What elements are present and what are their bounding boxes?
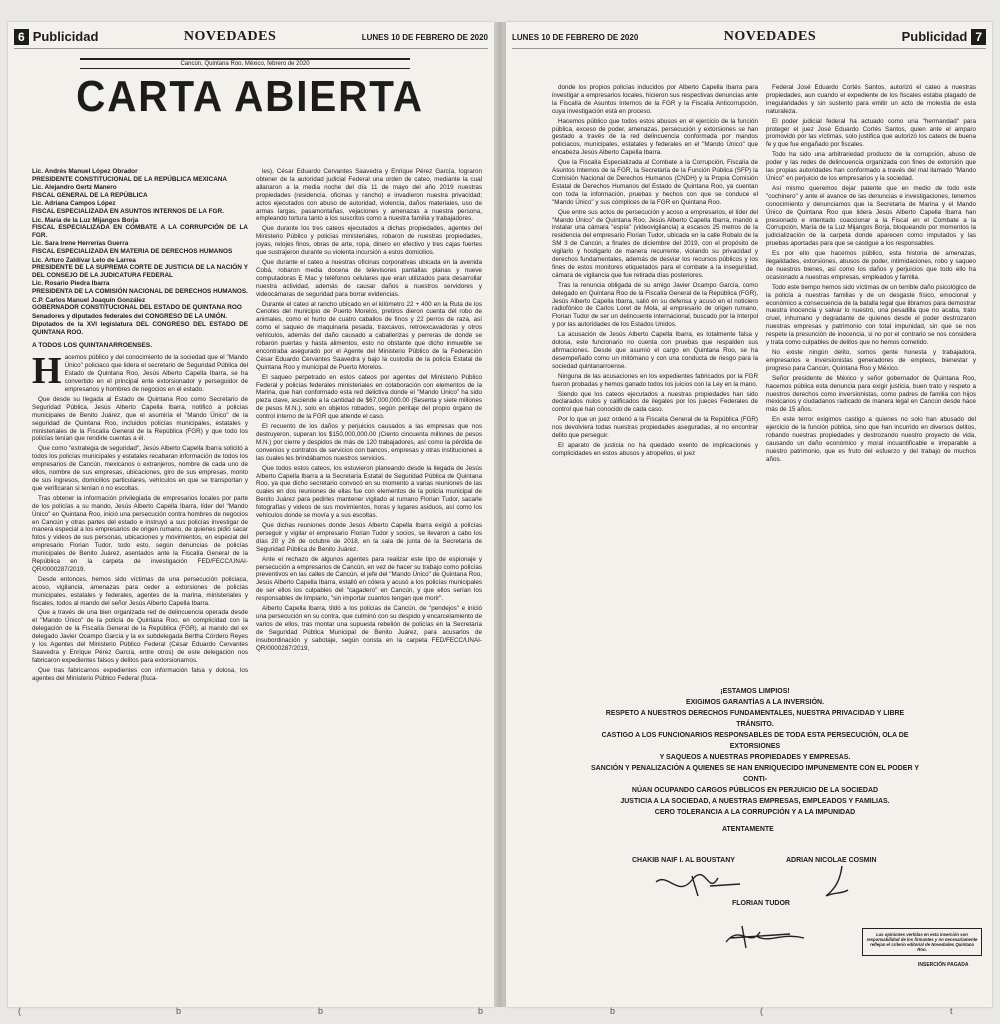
body-paragraph: Todo ha sido una arbitrariedad producto de la corrupción, abuso de poder y las redes de delincuencia organizada con fines de extorsión que las propias autoridades han conformado a través del mal llamado "Mando Único" en perjuicio de los empresarios y la sociedad. xyxy=(766,151,976,182)
body-paragraph: Ninguna de las acusaciones en los expedientes fabricados por la FGR fueron probadas y hemos ganado todos los juicios con la Ley en la mano. xyxy=(552,372,758,388)
edge-mark: b xyxy=(478,1006,484,1016)
body-paragraph: El aparato de justicia no ha quedado exento de implicaciones y complicidades en estos abusos y atropellos, el juez xyxy=(552,441,758,457)
body-paragraph: Que a través de una bien organizada red de delincuencia operada desde el "Mando Único" de la policía de Quintana Roo, en complicidad con la delegación de la Fiscalía General de la República (FGR), al mando del ex delegado Javier Ocampo García y la ex subdelegada Bertha Córdero Reyes y los Agentes del Ministerio Público Federal (César Eduardo Cervantes Saavedra y Enrique Pérez García, entre otros) de este delegación nos fabricaron expedientes falsos y delitos para extorsionarnos. xyxy=(32,609,248,664)
addressee-item xyxy=(32,280,248,295)
addressee-item xyxy=(32,200,248,215)
newspaper-brand: NOVEDADES xyxy=(723,29,817,44)
column-1-body xyxy=(32,350,248,682)
body-paragraph: Tras la renuncia obligada de su amigo Javier Ocampo García, como delegado en Quintana Roo de la Fiscalía General de la República (FGR), Jesús Alberto Capella Ibarra, salió en su defensa y acusó en el noticiero radiofónico de Carlos Loret de Mola, al empresario de origen rumano, Florian Tudor de ser un delincuente internacional, buscado por la Interpol y por las autoridades de los Estados Unidos. xyxy=(552,281,758,329)
closing-line: SANCIÓN Y PENALIZACIÓN A QUIENES SE HAN ENRIQUECIDO IMPUNEMENTE CON EL PODER Y CONTI- xyxy=(590,765,919,783)
addressee-office: FISCAL ESPECIALIZADA EN MATERIA DE DERECHOS HUMANOS xyxy=(32,247,233,255)
body-paragraph: Que tras fabricarnos expedientes con información falsa y dolosa, los agentes del Ministerio Público Federal (fisca- xyxy=(32,666,248,682)
addressee-name: C.P. Carlos Manuel Joaquín González xyxy=(32,296,146,304)
addressee-office: FISCAL ESPECIALIZADA EN COMBATE A LA CORRUPCIÓN DE LA FGR. xyxy=(32,224,248,239)
addressee-item xyxy=(32,184,248,199)
closing-line: CERO TOLERANCIA A LA CORRUPCIÓN Y A LA IMPUNIDAD xyxy=(654,809,856,816)
addressee-name: Lic. Andrés Manuel López Obrador xyxy=(32,168,138,175)
addressee-name: Lic. Rosario Piedra Ibarra xyxy=(32,280,110,288)
closing-line: RESPETO A NUESTROS DERECHOS FUNDAMENTALES, NUESTRA PRIVACIDAD Y LIBRE TRÁNSITO. xyxy=(605,710,905,728)
addressee-item xyxy=(32,240,248,255)
body-paragraph: No existe ningún delito, somos gente honesta y trabajadora, empresarios e inversionistas generadores de empleos, bienestar y progreso para Cancún, Quintana Roo y México. xyxy=(766,349,976,372)
edge-mark: ( xyxy=(18,1006,21,1016)
signoff: ATENTAMENTE xyxy=(722,826,774,833)
right-page-header xyxy=(512,26,986,49)
dateline: Cancún, Quintana Roo, México, febrero de 2020 xyxy=(80,58,410,69)
body-paragraph: Desde entonces, hemos sido víctimas de una persecución policiaca, acoso, vigilancia, amenazas para ceder a extorsiones de policías municipales, estatales y federales, agentes de la marina, ministeriales y fiscales, todos al mando del señor Jesús Alberto Capella Ibarra. xyxy=(32,575,248,607)
body-paragraph: El poder judicial federal ha actuado como una "hermandad" para proteger el juez José Eduardo Cortés Santos, quien ante el amparo promovido por las víctimas, solo justifica que autorizó los cateos de buena fe y que fue engañado por fiscales. xyxy=(766,117,976,149)
body-paragraph: Alberto Capella Ibarra, tildó a los policías de Cancún, de "pendejos" e inició una persecución en su contra, que culminó con su despido y encarcelamiento de varios de ellos, tras montar una supuesta rebelión de policías en la Secretaría de Seguridad Pública Municipal de Benito Juárez, para acusarlos de insubordinación y sabotaje, según consta en la carpeta FED/FECC/UNAI-QR/0000287/2019, xyxy=(256,605,482,652)
edge-mark: b xyxy=(318,1006,324,1016)
body-paragraph: Tras obtener la información privilegiada de empresarios locales por parte de los policías a su mando, Jesús Alberto Capella Ibarra, líder del "Mando Único" en Quintana Roo, inició una persecución contra hombres de negocios en Cancún y otras partes del estado e instruyó a sus policías investigar de manera especial a los empresarios de origen rumano, de quienes pidió sacar fotos y videos de sus personas, ubicaciones y movimientos, en especial del empresario Florian Tudor, todo esto, según denuncias de policías municipales de Benito Juárez, asentados ante la Fiscalía General de la República en la carpeta de investigación FED/FECC/UNAI-QR/0000287/2019. xyxy=(32,494,248,573)
closing-demands xyxy=(590,686,920,818)
newspaper-brand: NOVEDADES xyxy=(183,29,277,44)
paid-insertion-label: INSERCIÓN PAGADA xyxy=(918,962,969,968)
body-paragraph: La acusación de Jesús Alberto Capella Ibarra, es totalmente falsa y dolosa, este funcionario no cuenta con pruebas que respalden sus afirmaciones. Desde que asumió el cargo en Quintana Roo, se ha desempeñado como un mitómano y con una conducta de riesgo para la sociedad quintanarroense. xyxy=(552,331,758,370)
body-paragraph: donde los propios policías inducidos por Alberto Capella Ibarra para investigar a empresarios locales, hicieron sus respectivas denuncias ante la Fiscalía de Asuntos Internos de la FGR y la Fiscalía Anticorrupción, cuya investigación está en proceso. xyxy=(552,84,758,115)
column-2 xyxy=(256,168,482,1004)
left-page-header xyxy=(14,26,488,49)
left-header-section-group xyxy=(14,28,98,46)
body-paragraph: Que la Fiscalía Especializada al Combate a la Corrupción, Fiscalía de Asuntos Internos de la FGR, la Secretaría de la Función Pública (SFP) la Comisión Nacional de Derechos Humanos (CNDH) y la Propia Comisión Estatal de Derechos Humanos del Estado de Quintana Roo, ya cuentan con toda la información, pruebas y hechos con que se conduce el "Mando Único" y sus cómplices de la FGR en Quintana Roo. xyxy=(552,159,758,206)
page-number: 6 xyxy=(14,29,29,45)
body-paragraph: Señor presidente de México y señor gobernador de Quintana Roo, hacemos pública esta denuncia para exigir justicia, buen trato y respeto a nuestros derechos como inversionistas, como padres de familia con hijos mexicanos y ciudadanos radicado de manera legal en Cancún desde hace más de 15 años. xyxy=(766,374,976,414)
body-paragraph: Ante el rechazo de algunos agentes para realizar este tipo de espionaje y persecución a empresarios de Cancún, en vez de hacer su trabajo como policías preventivos en las calles de Cancún, el jefe del "Mando Único" de Quintana Roo, Jesús Alberto Capella Ibarra, estalló en cólera y acusó a los policías municipales de ser ellos los culpables del "cagadero" en Cancún, y que ellos serían los responsables de limpiarlo, "sin importar cuantos tengan que morir". xyxy=(256,555,482,603)
signature-2 xyxy=(812,862,862,902)
body-paragraph: Que durante los tres cateos ejecutados a dichas propiedades, agentes del Ministerio Público y policías ministeriales, robaron de nuestras propiedades, joyas, relojes finos, obras de arte, ropa, dinero en efectivo y tres cajas fuertes que sustrajeron durante su violenta incursión a estos domicilios. xyxy=(256,225,482,257)
addressee-item xyxy=(32,217,248,240)
page-number: 7 xyxy=(971,29,986,45)
drop-cap: H xyxy=(32,350,62,393)
column-4 xyxy=(766,84,976,644)
addressee-office: PRESIDENTA DE LA COMISIÓN NACIONAL DE DERECHOS HUMANOS. xyxy=(32,287,248,295)
body-paragraph: Así mismo queremos dejar patente que en medio de todo este "cochinero" y ante el avance de las denuncias e investigaciones, tenemos conocimiento y denunciamos que la Secretaría de Marina y el Mando Único de Quintana Roo que lidera Jesús Alberto Capella Ibarra han presionado e intentado coaccionar a la Fiscal en el Combate a la Corrupción, María de la Luz Mijangos Borja, bloqueando por momentos la judicialización de la carpeta donde aparecen como imputados y las pruebas aportadas para que se castigue a los responsables. xyxy=(766,184,976,248)
column-3 xyxy=(552,84,758,644)
body-paragraph: les), César Eduardo Cervantes Saavedra y Enrique Pérez García, lograron obtener de la autoridad judicial Federal una orden de cateo, mediante la cual allanaron a la media noche del día 11 de mayo del año 2019 nuestras propiedades (residencia, oficinas y rancho) e invadieron nuestra privacidad; actos ejecutados con abuso de autoridad, violencia, daños materiales, uso de armas largas, pasamontañas, vejaciones y amenazas a nuestra persona, empleando tortura tanto a los suscritos como a nuestra familia y trabajadores. xyxy=(256,168,482,223)
signer-name: FLORIAN TUDOR xyxy=(732,900,790,907)
letter-title: CARTA ABIERTA xyxy=(76,72,424,121)
signature-1 xyxy=(648,868,748,904)
addressee-office: PRESIDENTE CONSTITUCIONAL DE LA REPÚBLICA MEXICANA xyxy=(32,175,228,183)
addressee-office: GOBERNADOR CONSTITUCIONAL DEL ESTADO DE QUINTANA ROO xyxy=(32,304,242,312)
closing-line: CASTIGO A LOS FUNCIONARIOS RESPONSABLES DE TODA ESTA PERSECUCIÓN, OLA DE EXTORSIONES xyxy=(601,732,909,750)
body-paragraph: Por lo que un juez ordenó a la Fiscalía General de la República (FGR) nos devolviera todas nuestras propiedades aseguradas, al no encontrar delito que perseguir. xyxy=(552,416,758,440)
column-1 xyxy=(32,168,248,1004)
section-label: Publicidad xyxy=(901,29,968,44)
addressee-item xyxy=(32,257,248,280)
body-paragraph: El saqueo perpetrado en estos cateos por agentes del Ministerio Público Federal y policías federales ministeriales en colaboración con elementos de la Marina, que han conformado esta red delictiva donde el "Mando Único" ha sido pieza clave, asciende a la cantidad de $67,000,000.00 (Sesenta y siete millones de pesos M.N.), solo en objetos robados, según peritaje del propio órgano de control interno de la FGR que atiende el caso. xyxy=(256,373,482,421)
closing-line: ¡ESTAMOS LIMPIOS! xyxy=(720,688,790,695)
addressee-list xyxy=(32,168,248,336)
greeting: A TODOS LOS QUINTANARROENSES. xyxy=(32,342,153,350)
signer-name: CHAKIB NAIF I. AL BOUSTANY xyxy=(632,857,735,864)
signer-name: ADRIAN NICOLAE COSMIN xyxy=(786,857,877,864)
addressee-name: Diputados de la XVI legislatura DEL CONGRESO DEL ESTADO DE QUINTANA ROO. xyxy=(32,321,248,336)
edge-mark: b xyxy=(176,1006,182,1016)
addressee-item xyxy=(32,321,248,336)
addressee-item xyxy=(32,168,248,183)
section-label: Publicidad xyxy=(32,29,99,44)
body-paragraph: Que desde su llegada al Estado de Quintana Roo como Secretario de Seguridad Pública, Jesús Alberto Capella Ibarra, notificó a policías municipales de Benito Juárez, que el asumiría el "Mando Único" de la seguridad de Quintana Roo, incluidos policías municipales, estatales y ministeriales de la Fiscalía General de la República (FGR) y que todo los policías tenían que rendirle cuentas a él. xyxy=(32,395,248,443)
addressee-name: Lic. Alejandro Gertz Manero xyxy=(32,184,117,192)
body-paragraph: Que dichas reuniones donde Jesús Alberto Capella Ibarra exigió a policías perseguir y vigilar el empresario Florian Tudor y socios, se llevaron a cabo los días 20 y 26 de octubre de 2018, en la sala de junta de la Secretaría de Seguridad Pública de Benito Juárez. xyxy=(256,521,482,553)
disclaimer-box: Las opiniones vertidas en esta inserción son responsabilidad de los firmantes y no necesariamente reflejan el criterio editorial de Novedades Quintana Roo. xyxy=(862,928,982,956)
body-paragraph: Que todos estos cateos, los estuvieron planeando desde la llegada de Jesús Alberto Capella Ibarra a la Secretaría Estatal de Seguridad Pública de Quintana Roo, ya que dicho secretario convocó en su momento a varias reuniones de las cuales en dos reuniones de ellas fue con elementos de la policía municipal de Benito Juárez para pedirles mantener vigilado al rumano Florian Tudor, sacarle fotografías y videos de sus movimientos, horas y lugares asiduos, así como los vehículos donde se movía y a sus escoltas. xyxy=(256,464,482,520)
addressee-name: Lic. Adriana Campos López xyxy=(32,200,116,208)
signature-3 xyxy=(720,914,810,954)
addressee-name: Lic. Arturo Zaldívar Lelo de Larrea xyxy=(32,256,136,264)
body-paragraph: Durante el cateo al rancho ubicado en el kilómetro 22 + 400 en la Ruta de los Cenotes del municipio de Puerto Morelos, pretiros dieron cuenta del robo de animales, como el hurto de cuatro caballos de finos y 22 perros de raza, así como el saqueo de maquinaria pesada, traxcavos, retroexcavadoras y otros vehículos, además del daño causado a caballerizas y perreras de donde se robaron puertas y hasta alimentos, esto no obstante que dicho inmueble se encontraba asegurado por el Agente del Ministerio Público de la Federación César Eduardo Cervantes Saavedra y bajo la custodia de la policía Estatal de Quintana Roo y municipal de Puerto Morelos. xyxy=(256,300,482,371)
issue-date: LUNES 10 DE FEBRERO DE 2020 xyxy=(512,32,639,42)
right-header-section-group xyxy=(902,28,986,46)
addressee-name: Lic. Sara Irene Herrerías Guerra xyxy=(32,240,129,248)
body-paragraph: Siendo que los cateos ejecutados a nuestras propiedades han sido declarados nulos y calificados de ilegales por los jueces Federales de control que han conocido de cada caso. xyxy=(552,390,758,414)
addressee-name: Senadores y diputados federales del CONGRESO DE LA UNIÓN. xyxy=(32,312,228,320)
addressee-item xyxy=(32,297,248,312)
body-paragraph: Que durante el cateo a nuestras oficinas corporativas ubicada en la avenida Cobá, robaron media docena de televisores pantallas planas y nueve computadoras E Mac y teléfonos celulares que eran utilizados para desarrollar nuestra actividad, además de causar daños a nuestros servidores y videocámaras de seguridad para borrar evidencias. xyxy=(256,258,482,298)
addressee-item xyxy=(32,313,248,321)
edge-mark: ( xyxy=(760,1006,763,1016)
addressee-office: FISCAL GENERAL DE LA REPÚBLICA xyxy=(32,191,148,199)
body-paragraph: Que entre sus actos de persecución y acoso a empresarios, el líder del "Mando Único" de Quintana Roo, Jesús Alberto Capella Ibarra, mandó a instalar una cámara "espía" (videovigilancia) a escasos 25 metros de la residencia del empresario Florian Tudor, ubicada en la calle Robalo de la SM 3 de Cancún, a finales de diciembre del 2019, con el propósito de vigilarlo y hostigarlo de manera recurrente, violando su privacidad y derechos fundamentales, además de desviar los recursos públicos y los fines de estos monitores etiquetados para el combate a la inseguridad, cámara de vigilancia que fue retirada días posteriores. xyxy=(552,208,758,279)
body-paragraph: Federal José Eduardo Cortés Santos, autorizó el cateo a nuestras propiedades, aun cuando el expediente de los fiscales estaba plagado de irregularidades y sin sustento para emitir un acto de molestia de esta naturaleza. xyxy=(766,84,976,115)
body-paragraph: acemos público y del conocimiento de la sociedad que el "Mando Único" policiaco que lidera el secretario de Seguridad Pública del Estado de Quintana Roo, Jesús Alberto Capella Ibarra, se ha convertido en el principal ente extorsionador y perseguidor de empresarios y hombres de negocios en el estado. xyxy=(64,354,248,393)
addressee-name: Lic. María de la Luz Mijangos Borja xyxy=(32,216,139,224)
body-paragraph: El recuento de los daños y perjuicios causados a las empresas que nos destruyeron, superan los $150,000,000.00 (Ciento cincuenta millones de pesos M.N.) por cierre y despidos de más de 120 trabajadores, así como la pérdida de convenios y contratos de servicios con bancos, empresas y otras instituciones a las cuales les brindábamos nuestros servicios. xyxy=(256,423,482,462)
body-paragraph: Hacemos público que todos estos abusos en el ejercicio de la función pública, exceso de poder, amenazas, persecución y extorsiones se han gestado a través de la red delincuencia conformada por mandos policiacos, municipales, estatales y federales en el "Mando Único" que encabeza Jesús Alberto Capella Ibarra. xyxy=(552,117,758,157)
body-paragraph: Es por ello que hacemos público, esta historia de amenazas, ilegalidades, extorsiones, abusos de poder, intimidaciones, robo y saqueo de nuestros bienes, así como los daños y perjuicios que todo ello ha ocasionado a nuestras empresas, empleados y familia. xyxy=(766,250,976,281)
closing-line: NÚAN OCUPANDO CARGOS PÚBLICOS EN PERJUICIO DE LA SOCIEDAD xyxy=(631,787,879,794)
edge-mark: t xyxy=(950,1006,953,1016)
page-gutter xyxy=(494,22,506,1007)
closing-line: JUSTICIA A LA SOCIEDAD, A NUESTRAS EMPRESAS, EMPLEADOS Y FAMILIAS. xyxy=(620,798,890,805)
body-paragraph: Todo este tiempo hemos sido víctimas de un terrible daño psicológico de la policía a nuestras familias y de un desgaste físico, emocional y económico a consecuencia de la batalla legal que libramos para demostrar nuestra inocencia y salvar lo nuestro, una pesadilla que no acaba, trato cruel, inhumano y degradante de quienes desde el poder destrozaron nuestras empresas y patrimonio con total impunidad, sin que se nos respete la presunción de inocencia, si no por el contrario se nos considera y trata como culpables de delitos que no hemos cometido. xyxy=(766,283,976,347)
edge-mark: b xyxy=(610,1006,616,1016)
body-paragraph: Que como "estrategia de seguridad", Jesús Alberto Capella Ibarra solicitó a todos los policías municipales y estatales recabaran información de todos los empresarios de Cancún, mexicanos o extranjeros, nombre de cada uno de ellos, nombre de sus empresas, ubicaciones, giro de sus empresas, monto de sus ingresos, domicilios particulares, vehículos en que se transportan y que verificaran si tenían o no escoltas. xyxy=(32,445,248,492)
addressee-office: PRESIDENTE DE LA SUPREMA CORTE DE JUSTICIA DE LA NACIÓN Y DEL CONSEJO DE LA JUDICATURA FEDERAL xyxy=(32,264,248,279)
closing-line: Y SAQUEOS A NUESTRAS PROPIEDADES Y EMPRESAS. xyxy=(659,754,851,761)
body-paragraph: En este terror exigimos castigo a quienes no solo han abusado del ejercicio de la función pública, sino que han incurrido en diversos delitos, robando nuestras propiedades y destrozando nuestro proyecto de vida, causando un daño económico y moral incuantificable e irreparable a nuestro patrimonio, que es fruto del esfuerzo y del trabajo de muchos años. xyxy=(766,416,976,463)
addressee-office: FISCAL ESPECIALIZADA EN ASUNTOS INTERNOS DE LA FGR. xyxy=(32,207,224,215)
closing-line: EXIGIMOS GARANTÍAS A LA INVERSIÓN. xyxy=(685,699,825,706)
issue-date: LUNES 10 DE FEBRERO DE 2020 xyxy=(361,32,488,42)
